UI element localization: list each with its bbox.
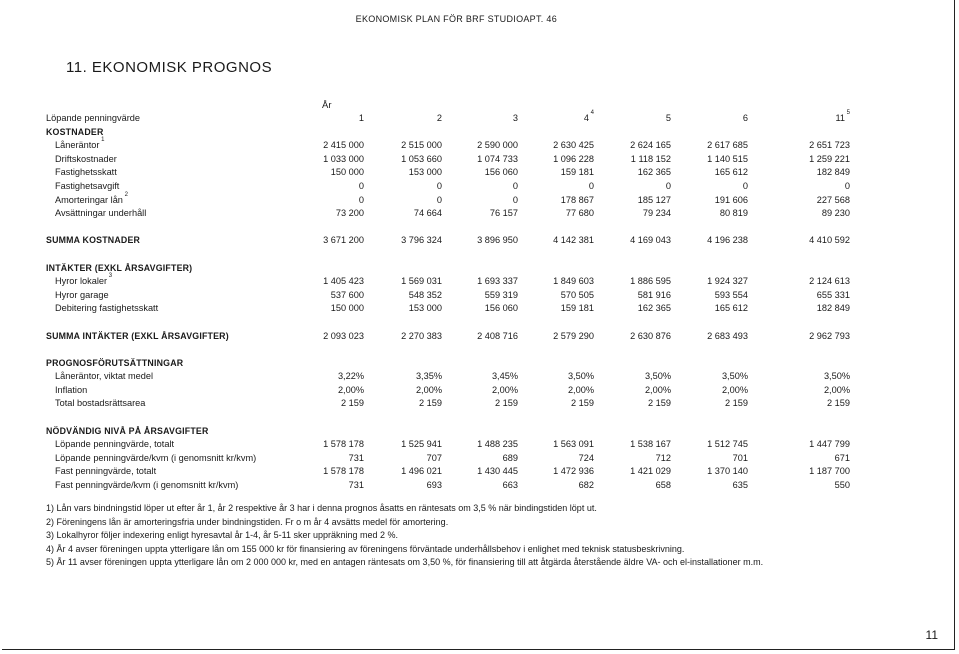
- cell-value: 150 000: [330, 303, 364, 314]
- cell-value: 1 140 515: [707, 153, 748, 164]
- cell-value: 159 181: [560, 303, 594, 314]
- cell-value: 4 410 592: [809, 235, 850, 246]
- cell-value: 693: [426, 480, 442, 491]
- cell-value: 6: [742, 113, 748, 123]
- cell-value: 701: [732, 452, 748, 463]
- year-label: År: [322, 100, 332, 111]
- cell-value: 2 093 023: [323, 330, 364, 341]
- cell-value: 731: [348, 480, 364, 491]
- cell-value: 2 962 793: [809, 330, 850, 341]
- footnote: 2) Föreningens lån är amorteringsfria under bindningstiden. Fr o m år 4 avsätts medel för amortering.: [46, 516, 449, 527]
- row-label: Löpande penningvärde, totalt: [55, 439, 175, 450]
- cell-value: 593 554: [714, 289, 748, 300]
- cell-value: 658: [655, 480, 671, 491]
- cell-value: 156 060: [484, 167, 518, 178]
- cell-value: 1 563 091: [553, 439, 594, 450]
- row-label: Fast penningvärde/kvm (i genomsnitt kr/kvm): [55, 480, 239, 491]
- table-row: [46, 166, 856, 180]
- section-heading: [46, 357, 856, 371]
- cell-value: 3,50%: [567, 371, 594, 382]
- table-row: [46, 289, 856, 303]
- cell-value: 1 512 745: [707, 439, 748, 450]
- row-label: KOSTNADER: [46, 126, 104, 137]
- row-label: Fastighetsskatt: [55, 167, 117, 178]
- cell-value: 1 421 029: [630, 466, 671, 477]
- section-title: 11. EKONOMISK PROGNOS: [66, 59, 273, 76]
- cell-value: 2 159: [341, 398, 364, 409]
- row-label: INTÄKTER (EXKL ÅRSAVGIFTER): [46, 262, 193, 273]
- table-row: [46, 452, 856, 466]
- row-label: Löpande penningvärde: [46, 113, 141, 123]
- cell-value: 0: [742, 180, 748, 191]
- cell-value: 731: [348, 452, 364, 463]
- cell-value: 3: [512, 113, 518, 123]
- footnote-ref: 1: [99, 137, 105, 144]
- table-row: [46, 479, 856, 493]
- cell-value: 548 352: [408, 289, 442, 300]
- cell-value: 682: [578, 480, 594, 491]
- cell-value: 2 159: [495, 398, 518, 409]
- cell-value: 3 671 200: [323, 235, 364, 246]
- cell-value: 1 886 595: [630, 276, 671, 287]
- row-label: SUMMA KOSTNADER: [46, 235, 141, 246]
- cell-value: 79 234: [642, 208, 671, 219]
- row-label: Debitering fastighetsskatt: [55, 303, 159, 314]
- cell-value: 3,50%: [721, 371, 748, 382]
- sum-row: [46, 234, 856, 248]
- section-heading: [46, 262, 856, 276]
- footnotes: [46, 502, 763, 570]
- cell-value: 1 578 178: [323, 439, 364, 450]
- cell-value: 1 096 228: [553, 153, 594, 164]
- footnote: 1) Lån vars bindningstid löper ut efter år 1, år 2 respektive år 3 har i denna prognos åsatts en räntesats om 3,5 % när bindingstiden löpt ut.: [46, 503, 597, 513]
- table-row: [46, 275, 856, 289]
- cell-value: 2 579 290: [553, 330, 594, 341]
- table-row: [46, 438, 856, 452]
- cell-value: 3 796 324: [401, 235, 442, 246]
- cell-value: 1 187 700: [809, 466, 850, 477]
- cell-value: 2,00%: [337, 384, 364, 395]
- cell-value: 635: [732, 480, 748, 491]
- cell-value: 1 849 603: [553, 276, 594, 287]
- sum-row: [46, 330, 856, 344]
- footnote-ref: 4: [588, 110, 594, 116]
- cell-value: 1 538 167: [630, 439, 671, 450]
- cell-value: 1 924 327: [707, 276, 748, 287]
- cell-value: 2,00%: [567, 384, 594, 395]
- cell-value: 1 405 423: [323, 276, 364, 287]
- table-row: [46, 191, 856, 208]
- cell-value: 4 196 238: [707, 235, 748, 246]
- cell-value: 2 159: [648, 398, 671, 409]
- cell-value: 537 600: [330, 289, 364, 300]
- cell-value: 2,00%: [415, 384, 442, 395]
- cell-value: 689: [502, 452, 518, 463]
- forecast-table: [46, 112, 856, 493]
- cell-value: 73 200: [335, 208, 364, 219]
- cell-value: 1 496 021: [401, 466, 442, 477]
- cell-value: 712: [655, 452, 671, 463]
- table-row: [46, 180, 856, 194]
- cell-value: 1 569 031: [401, 276, 442, 287]
- cell-value: 3,22%: [337, 371, 364, 382]
- footnote: 4) År 4 avser föreningen uppta ytterligare lån om 155 000 kr för finansiering av föreningens förväntade underhållsbehov i enlighet med teknisk statusbeskrivning.: [46, 543, 685, 554]
- cell-value: 182 849: [816, 303, 850, 314]
- row-label: Hyror lokaler $^3$: [55, 273, 113, 287]
- row-label: Driftskostnader: [55, 153, 117, 164]
- column-header-row: [46, 112, 856, 126]
- row-label: Låneräntor, viktat medel: [55, 371, 154, 382]
- cell-value: 165 612: [714, 167, 748, 178]
- cell-value: 2 159: [571, 398, 594, 409]
- cell-value: 3,45%: [491, 371, 518, 382]
- cell-value: 2 124 613: [809, 276, 850, 287]
- cell-value: 0: [665, 180, 671, 191]
- running-header: EKONOMISK PLAN FÖR BRF STUDIOAPT. 46: [355, 14, 557, 24]
- row-label: Total bostadsrättsarea: [55, 398, 146, 409]
- cell-value: 4 $^4$: [583, 110, 594, 123]
- cell-value: 156 060: [484, 303, 518, 314]
- cell-value: 1 447 799: [809, 439, 850, 450]
- cell-value: 1 118 152: [630, 153, 671, 164]
- cell-value: 153 000: [408, 303, 442, 314]
- cell-value: 3,35%: [415, 371, 442, 382]
- table-row: [46, 302, 856, 316]
- cell-value: 165 612: [714, 303, 748, 314]
- cell-value: 178 867: [560, 194, 594, 205]
- cell-value: 1 053 660: [401, 153, 442, 164]
- footnote-ref: 5: [844, 110, 850, 116]
- cell-value: 1 370 140: [707, 466, 748, 477]
- table-row: [46, 384, 856, 398]
- cell-value: 663: [502, 480, 518, 491]
- cell-value: 2 159: [725, 398, 748, 409]
- cell-value: 159 181: [560, 167, 594, 178]
- footnote-ref: 3: [107, 273, 113, 280]
- cell-value: 671: [834, 452, 850, 463]
- cell-value: 2 617 685: [707, 140, 748, 151]
- cell-value: 2,00%: [491, 384, 518, 395]
- cell-value: 2,00%: [721, 384, 748, 395]
- cell-value: 0: [436, 194, 442, 205]
- cell-value: 1 430 445: [477, 466, 518, 477]
- cell-value: 2 270 383: [401, 330, 442, 341]
- cell-value: 3 896 950: [477, 235, 518, 246]
- row-label: Fast penningvärde, totalt: [55, 466, 157, 477]
- cell-value: 2,00%: [823, 384, 850, 395]
- cell-value: 3,50%: [644, 371, 671, 382]
- cell-value: 89 230: [821, 208, 850, 219]
- footnote: 3) Lokalhyror följer indexering enligt hyresavtal år 1-4, år 5-11 sker uppräkning med 2 %.: [46, 530, 399, 541]
- row-label: NÖDVÄNDIG NIVÅ PÅ ÅRSAVGIFTER: [46, 425, 209, 436]
- cell-value: 1 472 936: [553, 466, 594, 477]
- cell-value: 162 365: [637, 167, 671, 178]
- cell-value: 1 525 941: [401, 439, 442, 450]
- row-label: Låneräntor $^1$: [55, 137, 105, 151]
- cell-value: 570 505: [560, 289, 594, 300]
- cell-value: 2: [436, 113, 442, 123]
- cell-value: 1 259 221: [809, 153, 850, 164]
- cell-value: 227 568: [816, 194, 850, 205]
- row-label: Amorteringar lån $^2$: [55, 191, 128, 205]
- table-row: [46, 465, 856, 479]
- row-label: Inflation: [55, 384, 88, 395]
- cell-value: 153 000: [408, 167, 442, 178]
- table-row: [46, 139, 856, 153]
- cell-value: 182 849: [816, 167, 850, 178]
- cell-value: 0: [436, 180, 442, 191]
- cell-value: 1 578 178: [323, 466, 364, 477]
- cell-value: 80 819: [719, 208, 748, 219]
- cell-value: 1 033 000: [323, 153, 364, 164]
- cell-value: 0: [358, 180, 364, 191]
- cell-value: 185 127: [637, 194, 671, 205]
- table-row: [46, 397, 856, 411]
- cell-value: 162 365: [637, 303, 671, 314]
- cell-value: 74 664: [413, 208, 442, 219]
- page-number: 11: [925, 628, 938, 642]
- cell-value: 3,50%: [823, 371, 850, 382]
- cell-value: 5: [665, 113, 671, 123]
- table-row: [46, 207, 856, 221]
- cell-value: 1: [358, 113, 364, 123]
- cell-value: 1 488 235: [477, 439, 518, 450]
- cell-value: 2 630 425: [553, 140, 594, 151]
- cell-value: 2,00%: [644, 384, 671, 395]
- cell-value: 0: [512, 194, 518, 205]
- row-label: SUMMA INTÄKTER (EXKL ÅRSAVGIFTER): [46, 330, 229, 341]
- cell-value: 2 630 876: [630, 330, 671, 341]
- table-row: [46, 153, 856, 167]
- cell-value: 707: [426, 452, 442, 463]
- cell-value: 2 159: [827, 398, 850, 409]
- cell-value: 1 074 733: [477, 153, 518, 164]
- cell-value: 2 683 493: [707, 330, 748, 341]
- cell-value: 0: [588, 180, 594, 191]
- cell-value: 76 157: [489, 208, 518, 219]
- cell-value: 2 408 716: [477, 330, 518, 341]
- cell-value: 2 515 000: [401, 140, 442, 151]
- cell-value: 0: [512, 180, 518, 191]
- row-label: Hyror garage: [55, 289, 109, 300]
- cell-value: 2 159: [419, 398, 442, 409]
- footnote: 5) År 11 avser föreningen uppta ytterligare lån om 2 000 000 kr, med en antagen räntesats om 3,50 %, för finansiering till att åtgärda återstående äldre VA- och el-installationer m.m.: [46, 557, 764, 568]
- section-heading: [46, 126, 856, 140]
- cell-value: 0: [358, 194, 364, 205]
- row-label: PROGNOSFÖRUTSÄTTNINGAR: [46, 357, 184, 368]
- cell-value: 581 916: [637, 289, 671, 300]
- cell-value: 2 624 165: [630, 140, 671, 151]
- cell-value: 2 651 723: [809, 140, 850, 151]
- cell-value: 2 590 000: [477, 140, 518, 151]
- cell-value: 724: [578, 452, 594, 463]
- cell-value: 77 680: [565, 208, 594, 219]
- cell-value: 0: [844, 180, 850, 191]
- cell-value: 2 415 000: [323, 140, 364, 151]
- row-label: Fastighetsavgift: [55, 180, 120, 191]
- cell-value: 655 331: [816, 289, 850, 300]
- row-label: Avsättningar underhåll: [55, 208, 147, 219]
- row-label: Löpande penningvärde/kvm (i genomsnitt kr/kvm): [55, 452, 257, 463]
- cell-value: 4 142 381: [553, 235, 594, 246]
- cell-value: 4 169 043: [630, 235, 671, 246]
- cell-value: 1 693 337: [477, 276, 518, 287]
- cell-value: 191 606: [714, 194, 748, 205]
- cell-value: 11 $^5$: [835, 110, 850, 123]
- cell-value: 150 000: [330, 167, 364, 178]
- cell-value: 559 319: [484, 289, 518, 300]
- table-row: [46, 370, 856, 384]
- cell-value: 550: [834, 480, 850, 491]
- section-heading: [46, 425, 856, 439]
- footnote-ref: 2: [122, 191, 128, 198]
